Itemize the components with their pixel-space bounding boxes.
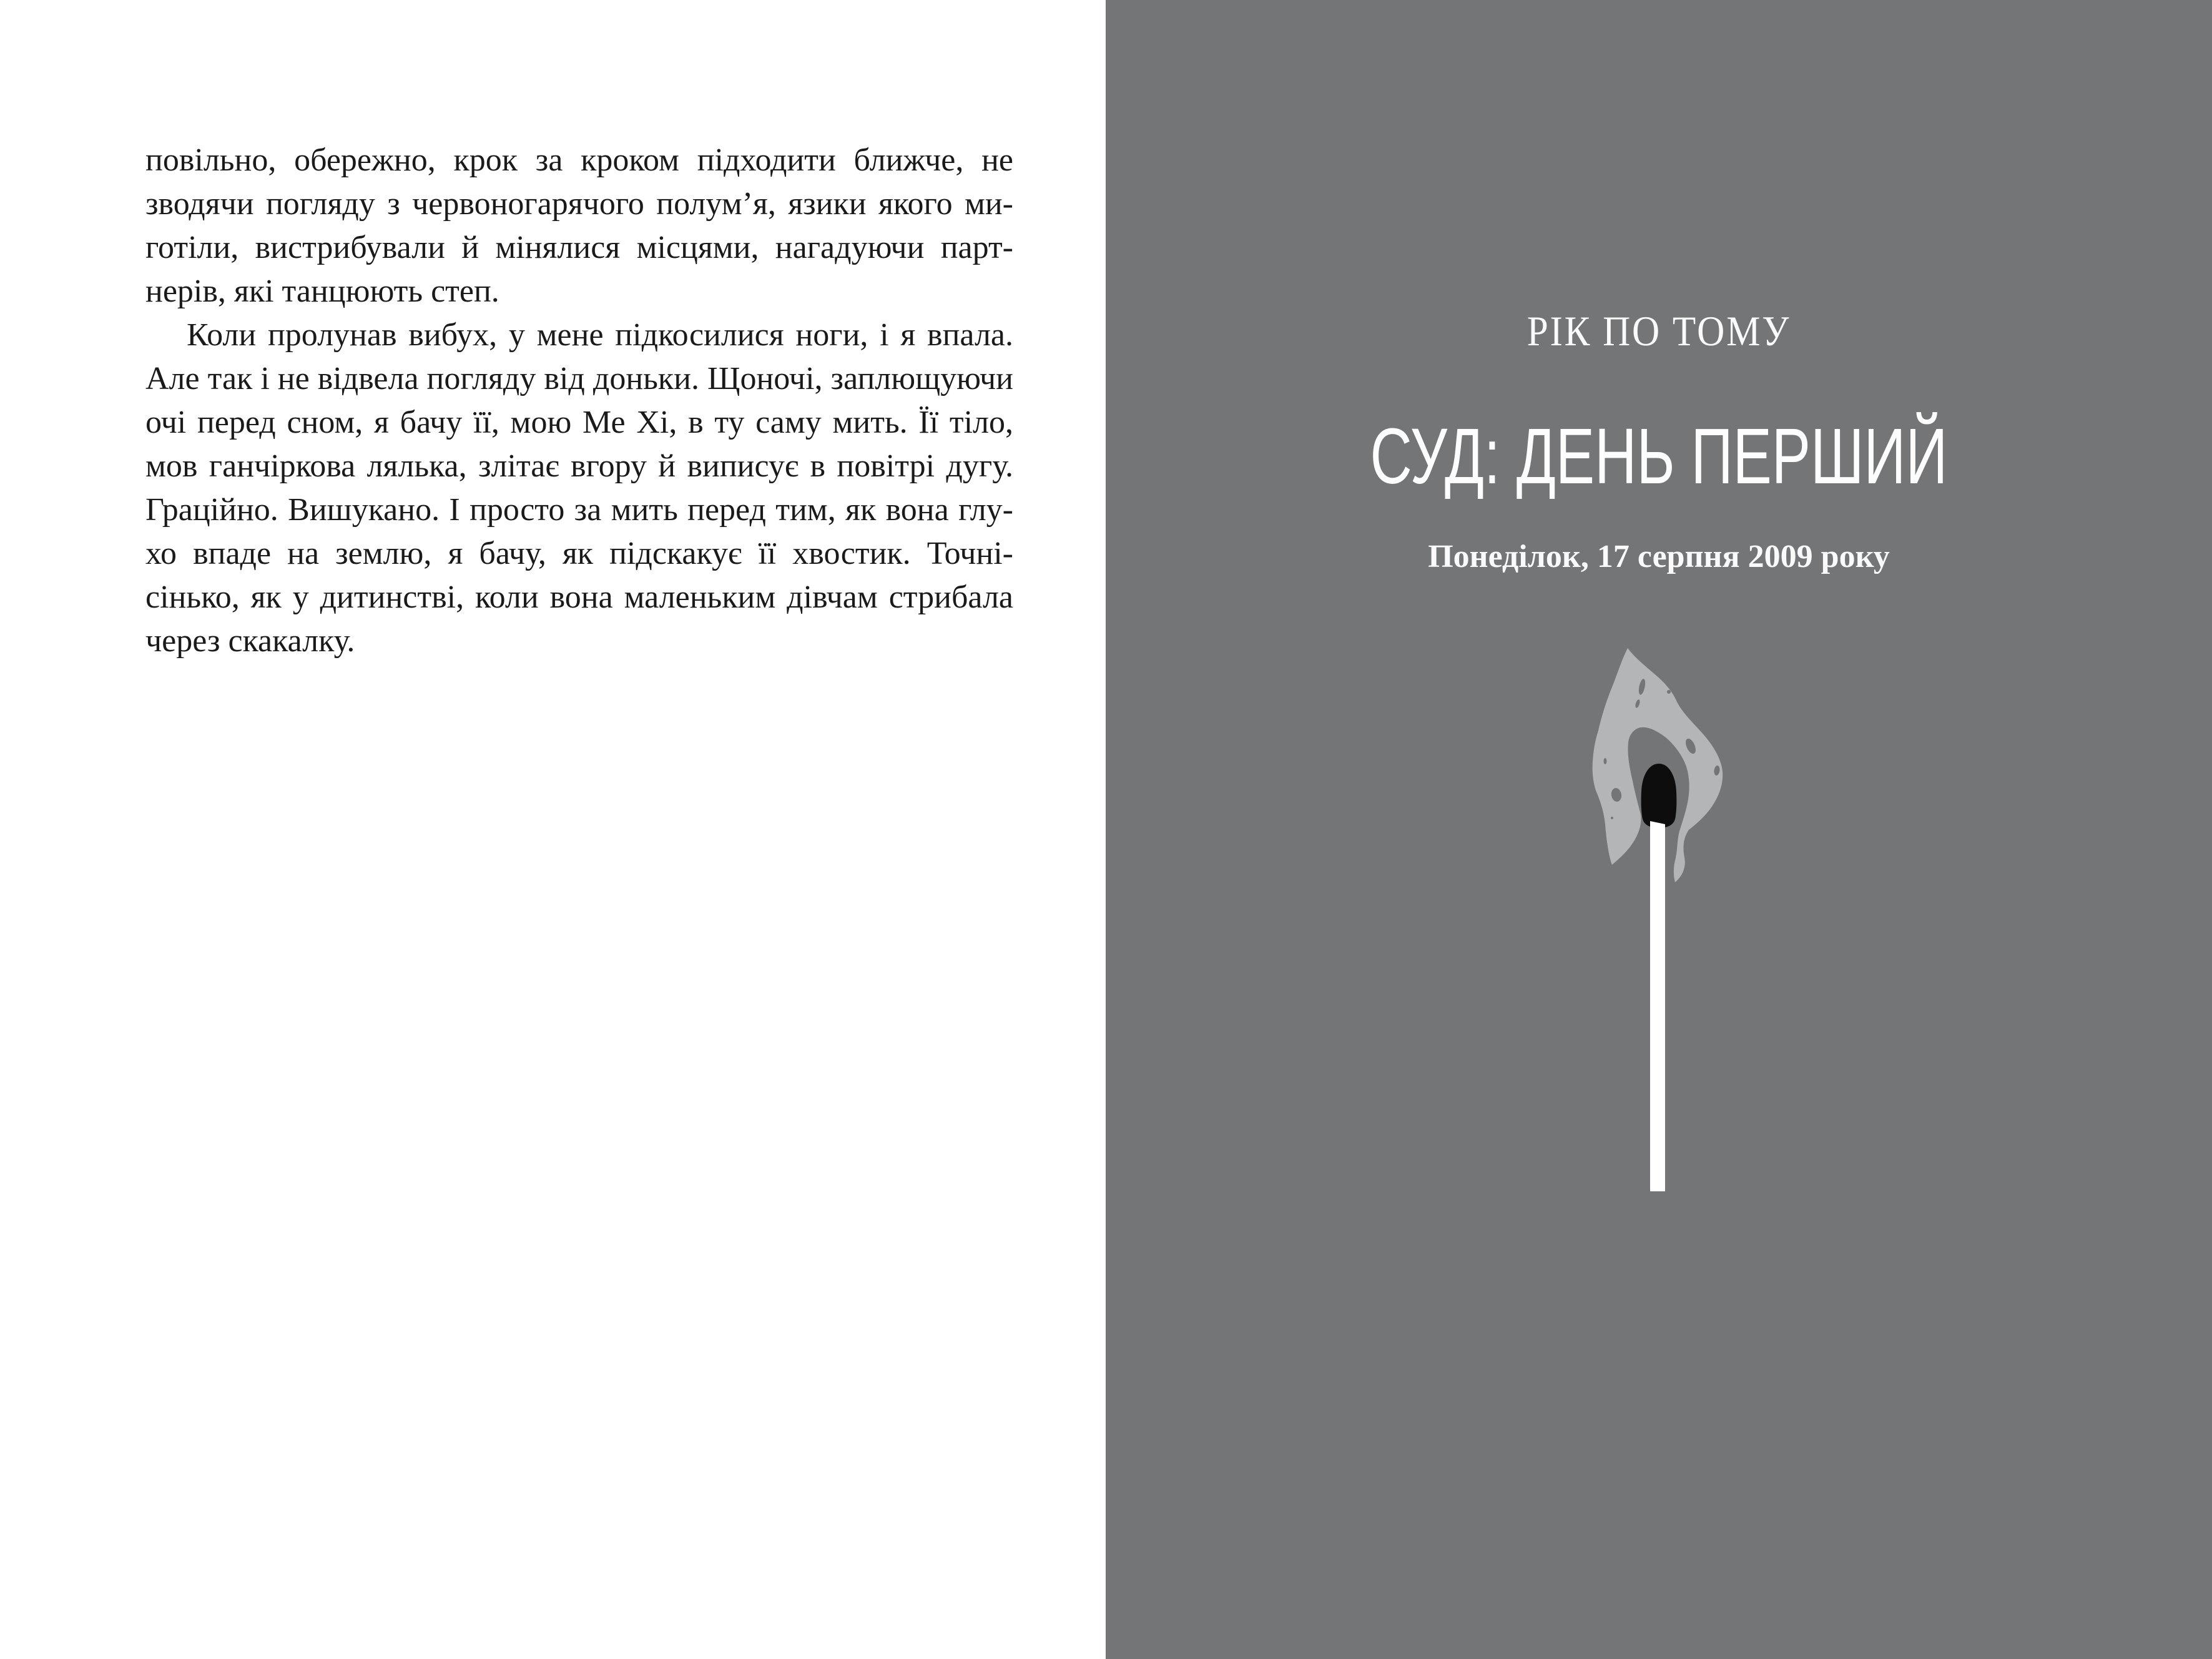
body-text-line: Граційно. Вишукано. І просто за мить перед тим, як вона глу- (145, 492, 1013, 528)
body-text-line: мов ганчіркова лялька, злітає вгору й виписує в повітрі дугу. (145, 448, 1013, 484)
match-stick (1650, 821, 1665, 1191)
body-text-line: готіли, вистрибували й мінялися місцями, нагадуючи парт- (145, 230, 1013, 265)
body-text-line: нерів, які танцюють степ. (145, 273, 499, 309)
section-label: РІК ПО ТОМУ (1526, 307, 1791, 355)
body-text (145, 139, 1013, 663)
body-text-line: хо впаде на землю, я бачу, як підскакує її хвостик. Точні- (145, 536, 1013, 571)
chapter-date: Понеділок, 17 серпня 2009 року (1428, 539, 1890, 574)
body-text-line: Але так і не відвела погляду від доньки. Щоночі, заплющуючи (145, 361, 1013, 396)
right-page-section-divider (1106, 0, 2212, 1659)
match-head (1641, 764, 1677, 828)
body-text-line: Коли пролунав вибух, у мене підкосилися ноги, і я впала. (187, 317, 1013, 353)
body-text-line: повільно, обережно, крок за кроком підходити ближче, не (145, 142, 1013, 178)
chapter-title: СУД: ДЕНЬ ПЕРШИЙ (1370, 412, 1948, 500)
body-text-line: сінько, як у дитинстві, коли вона маленьким дівчам стрибала (145, 579, 1013, 615)
match-illustration (1584, 643, 1734, 1193)
body-text-line: зводячи погляду з червоногарячого полум’я, язики якого ми- (145, 186, 1013, 222)
body-text-line: через скакалку. (145, 623, 355, 659)
body-text-line: очі перед сном, я бачу її, мою Ме Хі, в ту саму мить. Її тіло, (145, 405, 1013, 440)
